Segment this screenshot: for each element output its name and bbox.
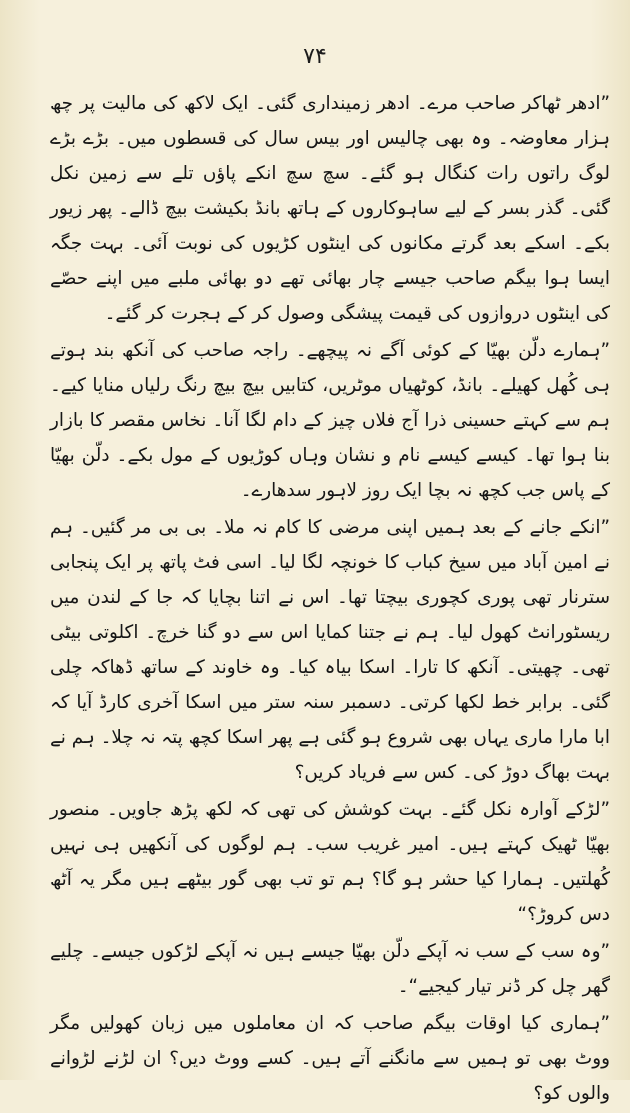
text-body — [50, 86, 610, 1113]
paragraph-5: ”وہ سب کے سب نہ آپکے دلّن بھیّا جیسے ہیں نہ آپکے لڑکوں جیسے۔ چلیے گھر چل کر ڈنر تیار کیجیے“۔ — [50, 941, 610, 997]
page-number: ۷۴ — [303, 44, 327, 69]
paragraph-6: ”ہماری کیا اوقات بیگم صاحب کہ ان معاملوں میں زبان کھولیں مگر ووٹ بھی تو ہمیں سے مانگنے آتے ہیں۔ کسے ووٹ دیں؟ ان لڑنے لڑوانے والوں کو؟ — [50, 1013, 610, 1104]
paragraph-1: ”ادھر ٹھاکر صاحب مرے۔ ادھر زمینداری گئی۔ ایک لاکھ کی مالیت پر چھ ہزار معاوضہ۔ وہ بھی چالیس اور بیس سال کی قسطوں میں۔ بڑے بڑے لوگ راتوں رات کنگال ہو گئے۔ سچ سچ انکے پاؤں تلے سے زمین نکل گئی۔ گذر بسر کے لیے ساہوکاروں کے ہاتھ بانڈ بکیشت بیچ ڈالے۔ پھر زیور بکے۔ اسکے بعد گرتے مکانوں کی اینٹوں کڑیوں کی نوبت آئی۔ بہت جگہ ایسا ہوا بیگم صاحب جیسے چار بھائی تھے دو بھائی ملبے میں اپنے حصّے کی اینٹوں دروازوں کی قیمت پیشگی وصول کر کے ہجرت کر گئے۔ — [50, 93, 610, 324]
paragraph-2: ”ہمارے دلّن بھیّا کے کوئی آگے نہ پیچھے۔ راجہ صاحب کی آنکھ بند ہوتے ہی کُھل کھیلے۔ بانڈ، کوٹھیاں موٹریں، کتابیں بیچ بیچ رنگ رلیاں منایا کیے۔ ہم سے کہتے حسینی ذرا آج فلاں چیز کے دام لگا آنا۔ نخاس مقصر کا بازار بنا ہوا تھا۔ کیسے کیسے نام و نشان وہاں کوڑیوں کے مول بکے۔ دلّن بھیّا کے پاس جب کچھ نہ بچا ایک روز لاہور سدھارے۔ — [50, 340, 610, 501]
paragraph-4: ”لڑکے آوارہ نکل گئے۔ بہت کوشش کی تھی کہ لکھ پڑھ جاویں۔ منصور بھیّا ٹھیک کہتے ہیں۔ امیر غریب سب۔ ہم لوگوں کی آنکھیں ہی نہیں کُھلتیں۔ ہمارا کیا حشر ہو گا؟ ہم تو تب بھی گور بیٹھے ہیں مگر یہ آٹھ دس کروڑ؟“ — [50, 799, 610, 925]
paragraph-3: ”انکے جانے کے بعد ہمیں اپنی مرضی کا کام نہ ملا۔ بی بی مر گئیں۔ ہم نے امین آباد میں سیخ کباب کا خونچہ لگا لیا۔ اسی فٹ پاتھ پر ایک پنجابی سترنار تھی پوری کچوری بیچتا تھا۔ اس نے اتنا بچایا کہ جا کے لندن میں ریسٹورانٹ کھول لیا۔ ہم نے جتنا کمایا اس سے دو گنا خرچ۔ اکلوتی بیٹی تھی۔ چھیتی۔ آنکھ کا تارا۔ اسکا بیاہ کیا۔ وہ خاوند کے ساتھ ڈھاکہ چلی گئی۔ برابر خط لکھا کرتی۔ دسمبر سنہ ستر میں اسکا آخری کارڈ آیا کہ ابا مارا ماری یہاں بھی شروع ہو گئی ہے پھر اسکا کچھ پتہ نہ چلا۔ ہم نے بہت بھاگ دوڑ کی۔ کس سے فریاد کریں؟ — [50, 517, 610, 783]
